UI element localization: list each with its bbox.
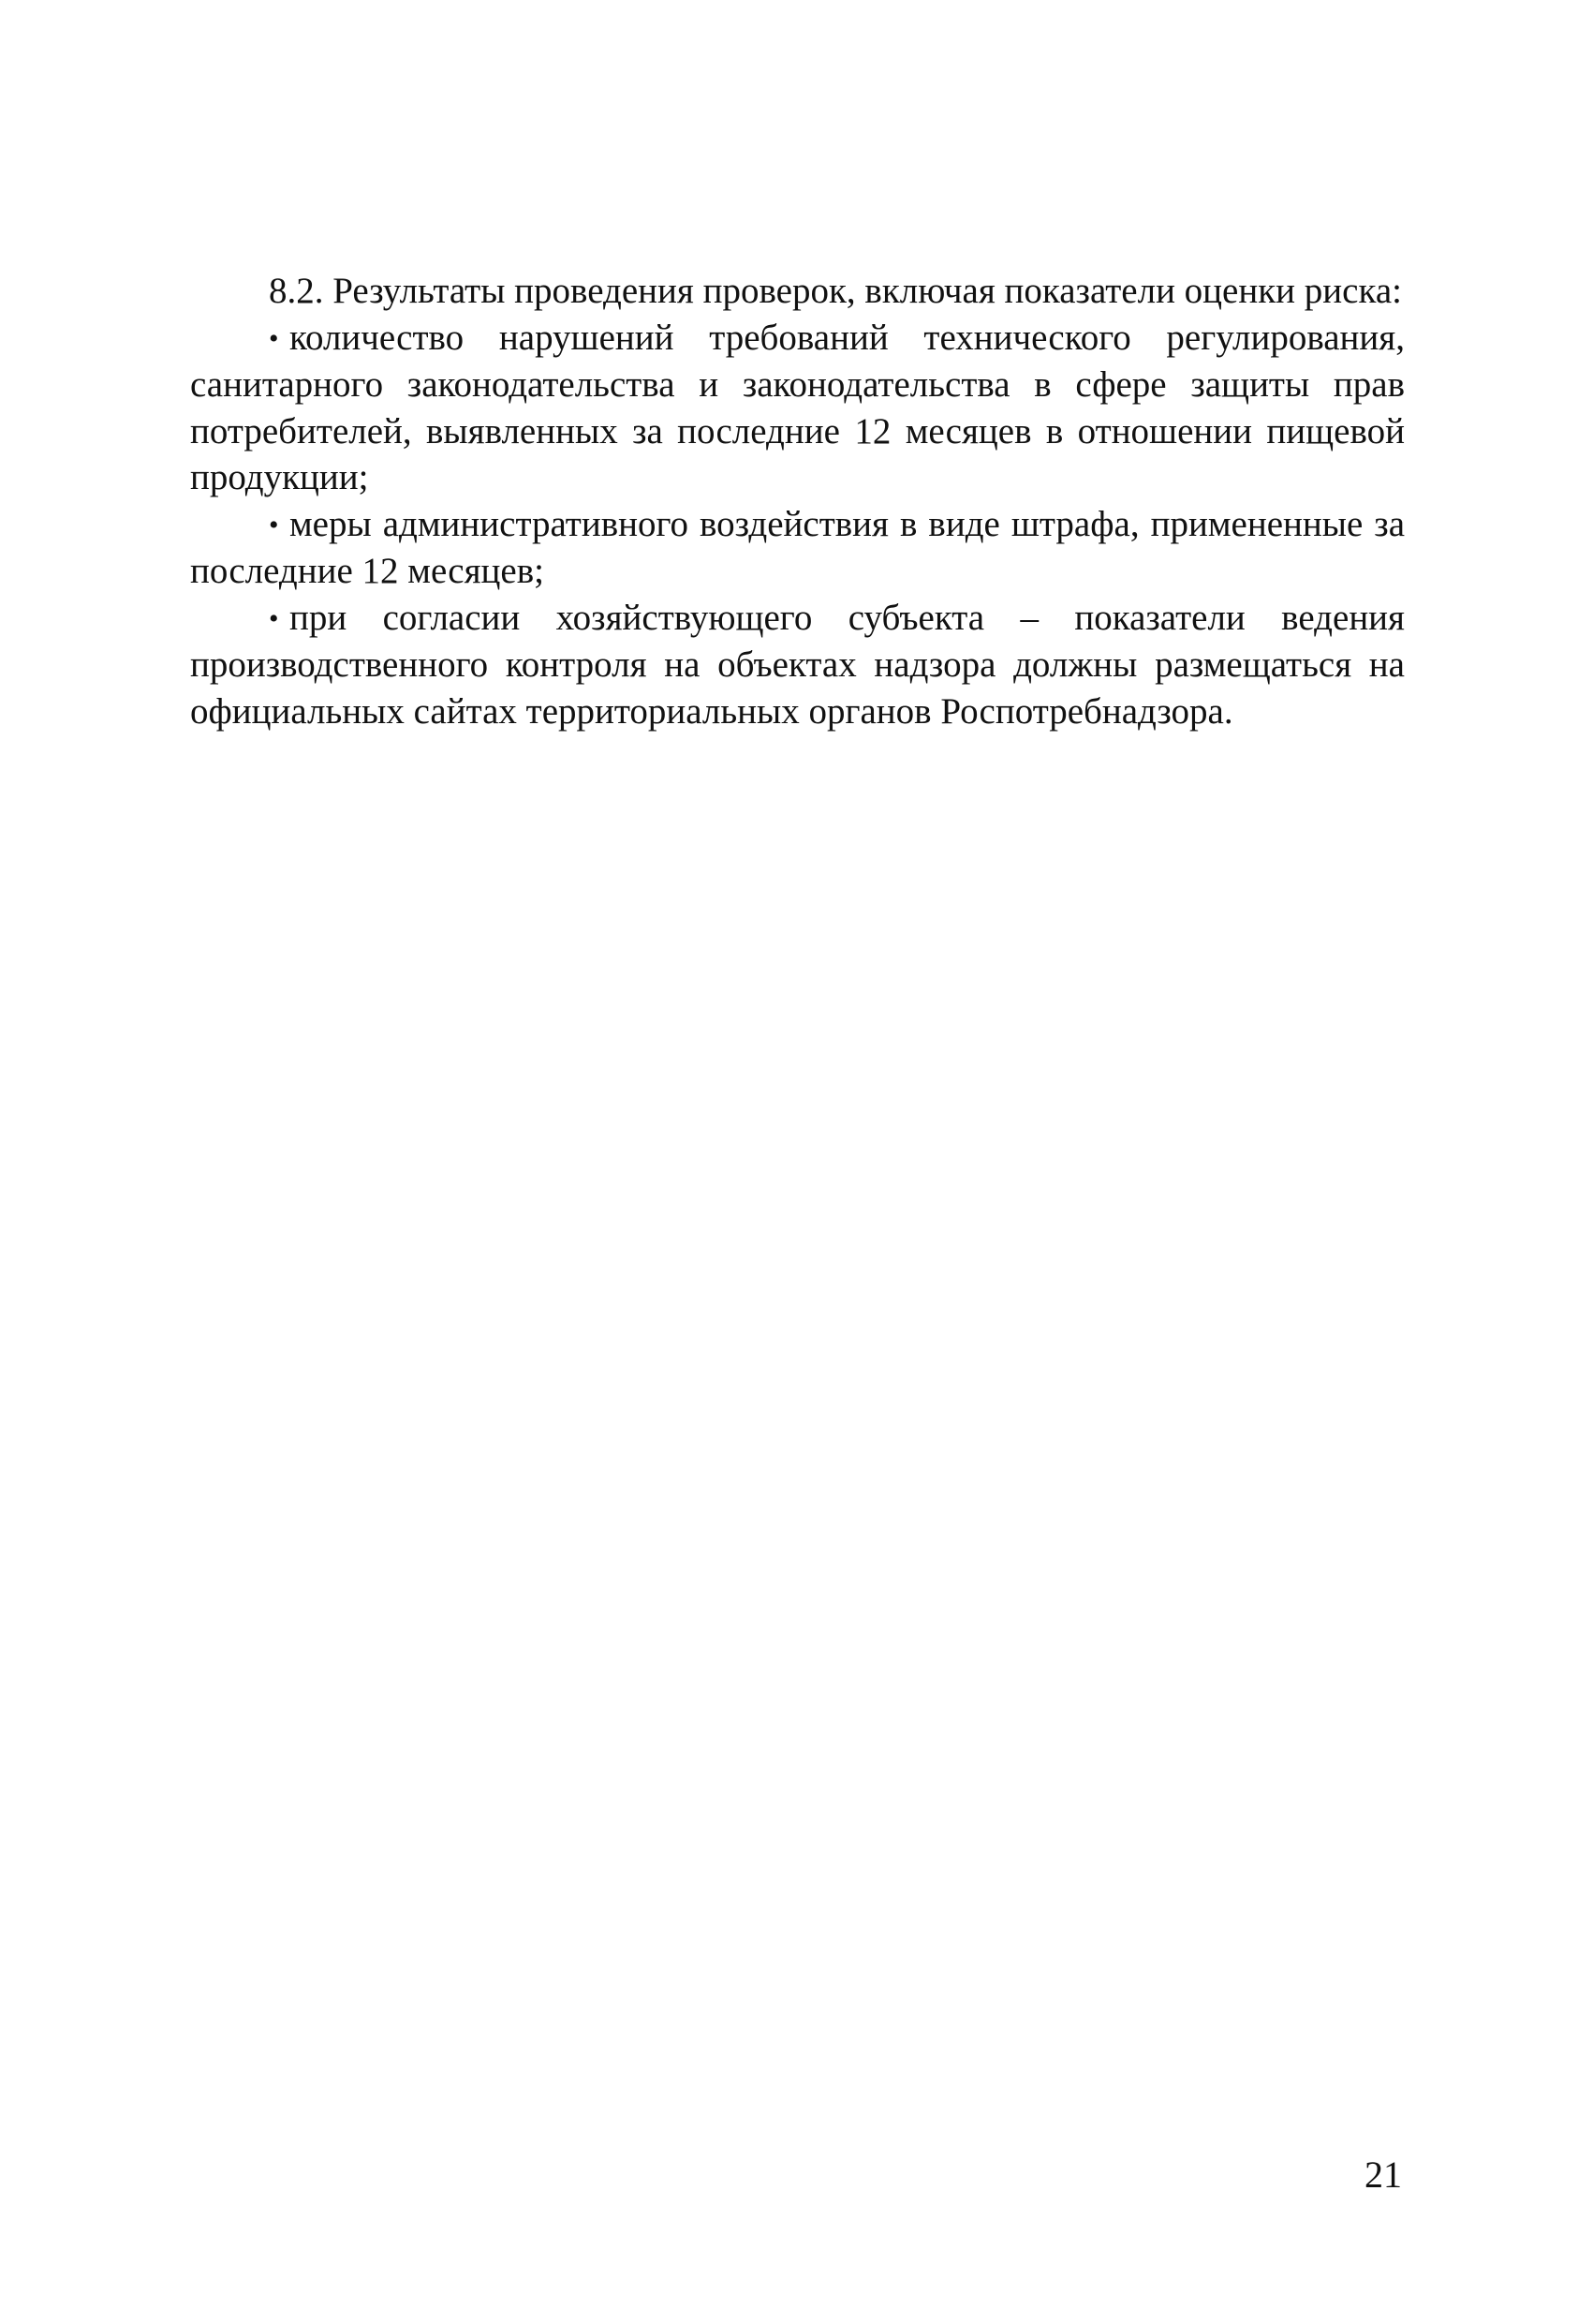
list-item-text: при согласии хозяйствующего субъекта – показатели ведения производственного контроля на объектах надзора должны размещаться на официальных сайтах территориальных органов Роспотребнадзора. [190, 597, 1405, 732]
page-number: 21 [1364, 2154, 1402, 2196]
list-item-text: меры административного воздействия в виде штрафа, примененные за последние 12 месяцев; [190, 503, 1405, 591]
list-item-administrative-measures [190, 501, 1405, 595]
document-body [190, 268, 1405, 734]
list-item-violations-count [190, 315, 1405, 501]
bullet-dot-icon: • [269, 322, 279, 354]
section-8-2-paragraph: 8.2. Результаты проведения проверок, включая показатели оценки риска: [269, 271, 1402, 311]
list-item-text: количество нарушений требований технического регулирования, санитарного законодательства и законодательства в сфере защиты прав потребителей, выявленных за последние 12 месяцев в отношении пищевой продукции; [190, 317, 1405, 497]
bullet-dot-icon: • [269, 602, 279, 634]
list-item-production-control [190, 595, 1405, 735]
bullet-dot-icon: • [269, 509, 279, 540]
